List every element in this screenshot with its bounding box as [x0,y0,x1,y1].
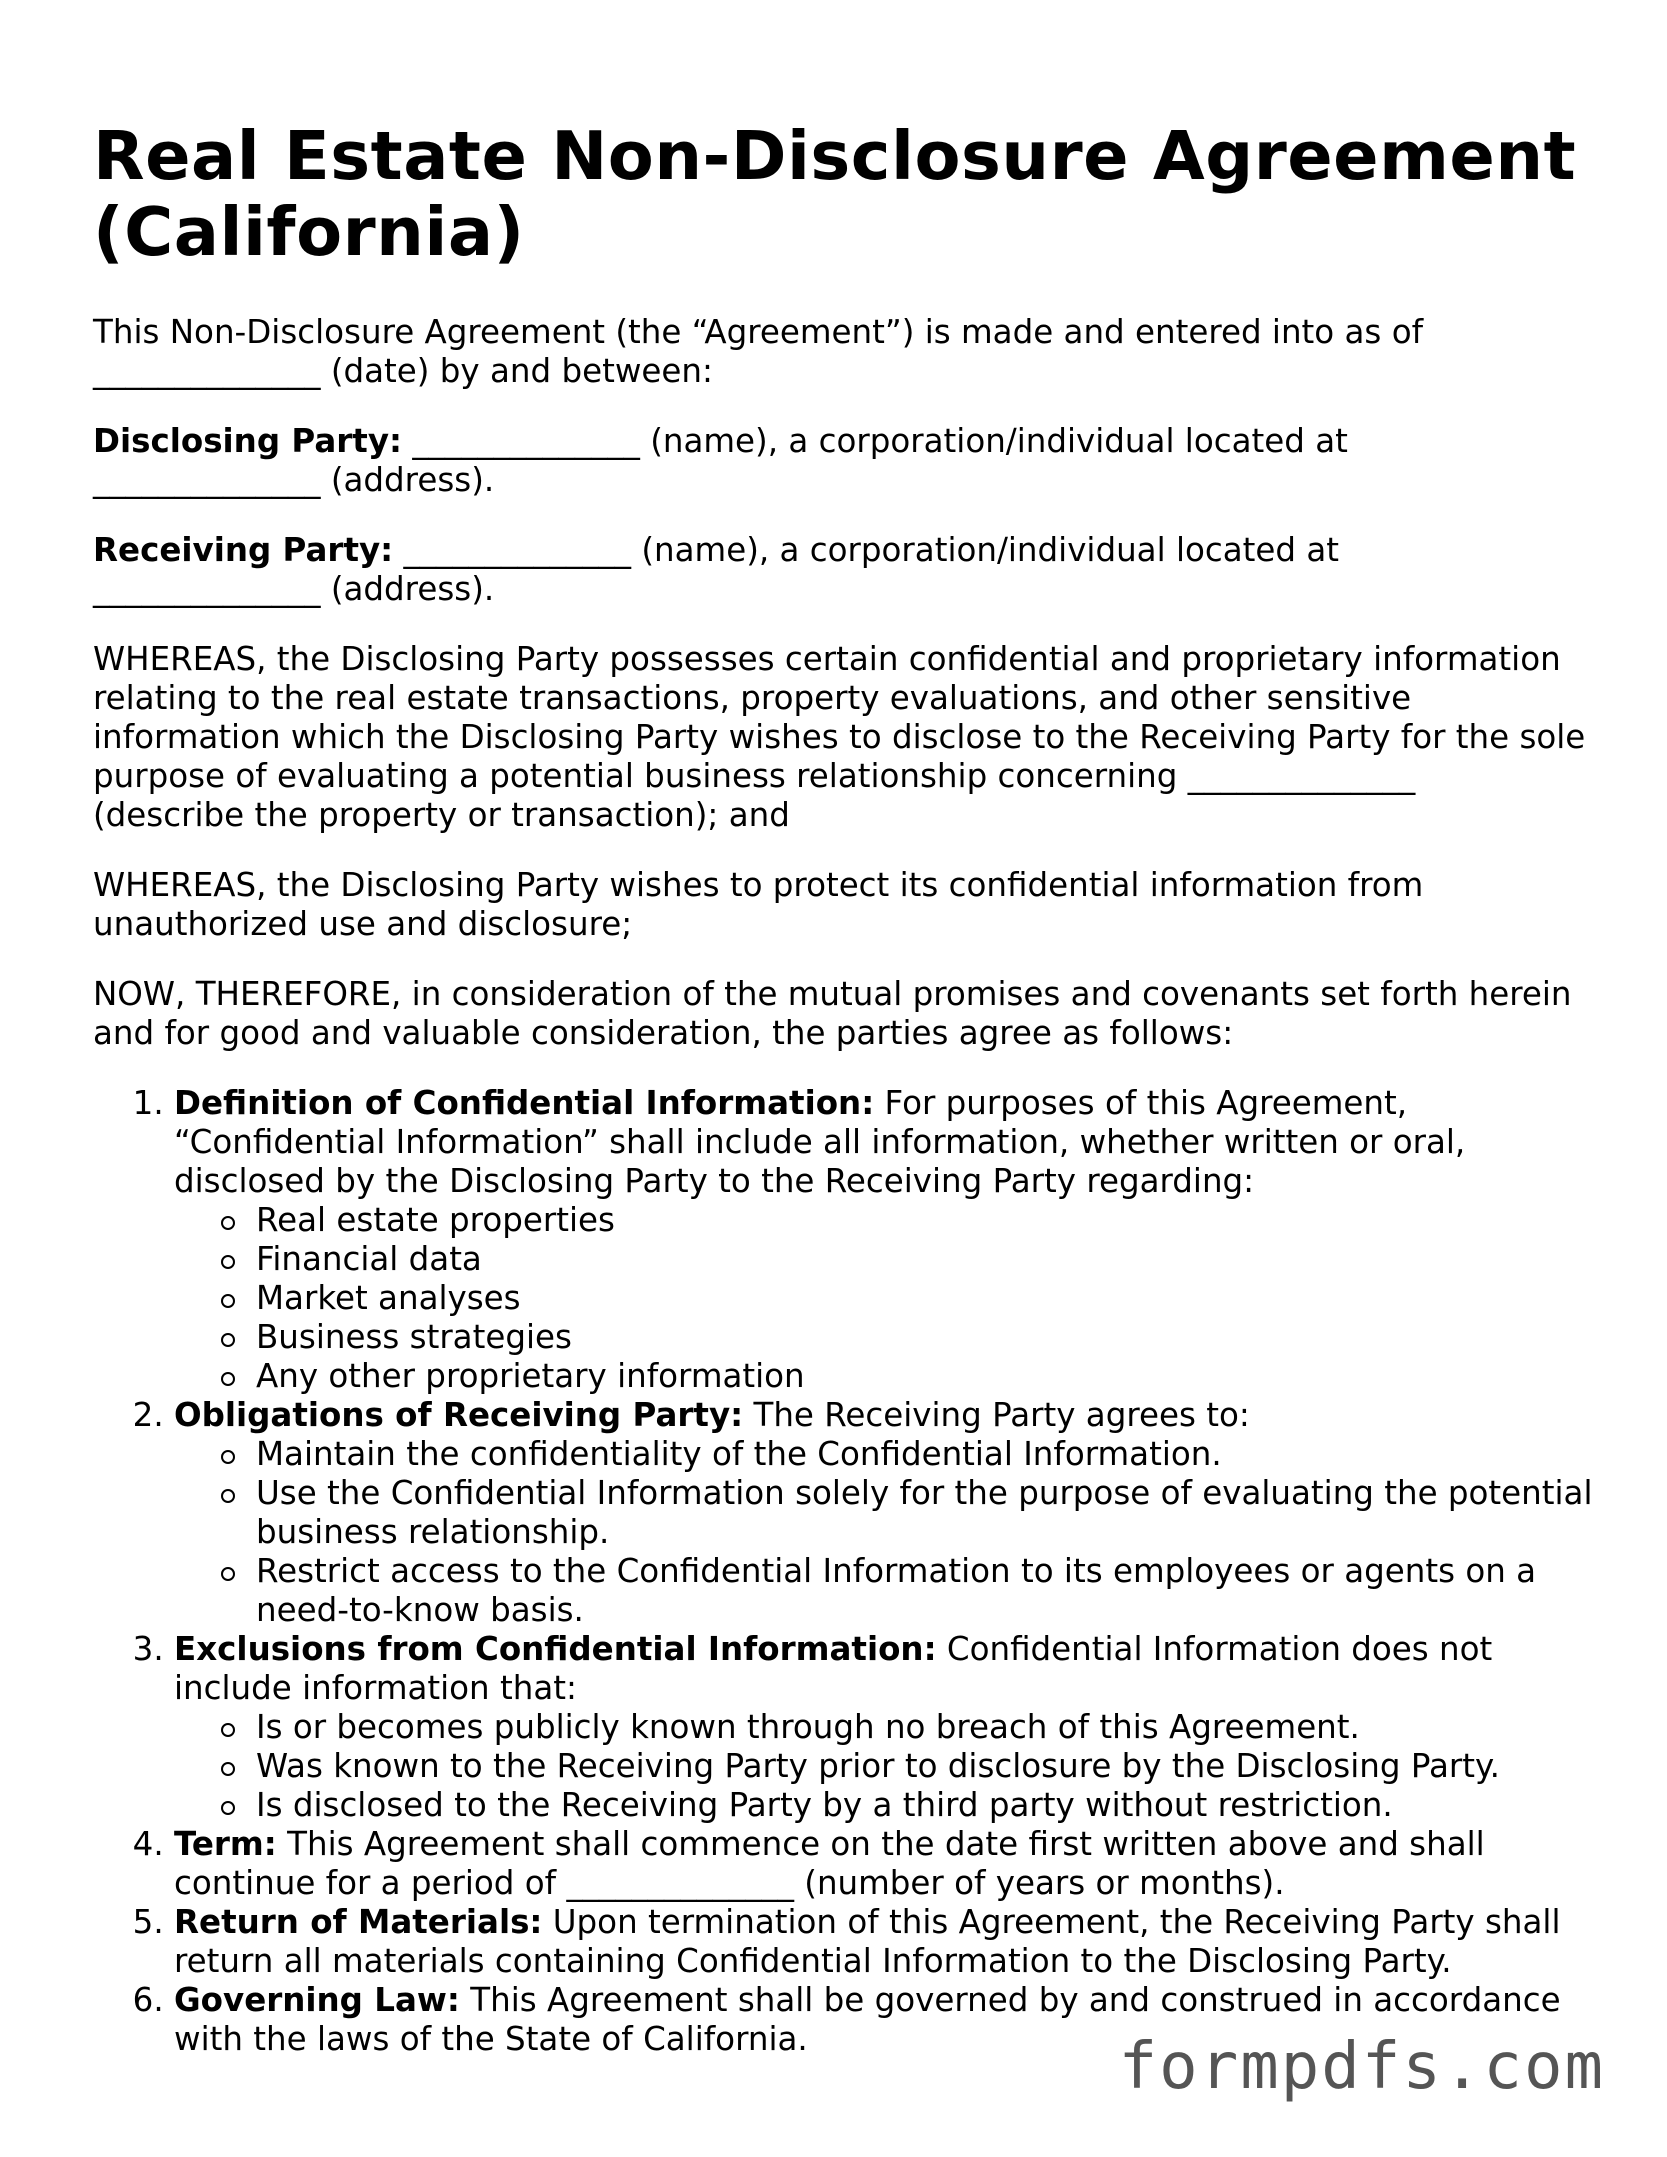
receiving-party-paragraph [93,531,1603,609]
receiving-name-blank: ______________ [403,531,632,569]
document-page [93,0,1603,2059]
section-item [174,1396,1603,1630]
disclosing-address-text: (address). [320,461,495,499]
section-heading: Governing Law: [174,1981,460,2019]
property-blank: ______________ [1187,757,1416,795]
sub-list-item: Any other proprietary information [256,1357,1603,1396]
intro-paragraph [93,313,1603,391]
date-blank: ______________ [93,352,321,390]
therefore-paragraph: NOW, THEREFORE, in consideration of the mutual promises and covenants set forth herein and for good and valuable consideration, the parties agree as follows: [93,975,1572,1052]
sub-list-item: Restrict access to the Confidential Information to its employees or agents on a need-to-know basis. [256,1552,1603,1630]
section-heading: Obligations of Receiving Party: [174,1396,744,1434]
receiving-address-blank: ______________ [93,570,321,608]
sub-list-item: Market analyses [256,1279,1603,1318]
section-item [174,1825,1603,1903]
section-item [174,1903,1603,1981]
section-heading: Exclusions from Confidential Information: [174,1630,937,1668]
section-item [174,1630,1603,1825]
section-text: This Agreement shall be governed by and construed in accordance with the laws of the State of California. [174,1981,1561,2058]
sub-list [174,1435,1603,1630]
section-heading: Return of Materials: [174,1903,543,1941]
section-text: The Receiving Party agrees to: [743,1396,1250,1434]
section-item [174,1084,1603,1396]
term-blank: ______________ [566,1864,794,1902]
section-text: This Agreement shall commence on the date first written above and shall continue for a period of [174,1825,1485,1902]
disclosing-address-blank: ______________ [93,461,321,499]
sub-list-item: Business strategies [256,1318,1603,1357]
intro-text: This Non-Disclosure Agreement (the “Agreement”) is made and entered into as of [93,313,1424,351]
section-text: Upon termination of this Agreement, the Receiving Party shall return all materials containing Confidential Information to the Disclosing Party. [174,1903,1561,1980]
sub-list [174,1201,1603,1396]
section-text-end: (number of years or months). [793,1864,1285,1902]
section-text: Confidential Information does not include information that: [174,1630,1493,1707]
whereas-1-text: WHEREAS, the Disclosing Party possesses certain confidential and proprietary information relating to the real estate transactions, property evaluations, and other sensitive information which the Disclosing Party wishes to disclose to the Receiving Party for the sole purpose of evaluating a potential business relationship concerning [93,640,1586,795]
whereas-paragraph-1 [93,640,1603,835]
sub-list-item: Is disclosed to the Receiving Party by a third party without restriction. [256,1786,1603,1825]
sub-list-item: Use the Confidential Information solely for the purpose of evaluating the potential business relationship. [256,1474,1603,1552]
whereas-paragraph-2: WHEREAS, the Disclosing Party wishes to protect its confidential information from unauthorized use and disclosure; [93,866,1424,943]
sub-list-item: Real estate properties [256,1201,1603,1240]
disclosing-party-label: Disclosing Party: [93,422,403,460]
sub-list [174,1708,1603,1825]
watermark: formpdfs.com [1118,2030,1605,2104]
section-text: For purposes of this Agreement, “Confidential Information” shall include all information, whether written or oral, disclosed by the Disclosing Party to the Receiving Party regarding: [174,1084,1466,1200]
sub-list-item: Maintain the confidentiality of the Confidential Information. [256,1435,1603,1474]
disclosing-name-blank: ______________ [412,422,640,460]
whereas-1-text-end: (describe the property or transaction); and [93,796,790,834]
sub-list-item: Financial data [256,1240,1603,1279]
receiving-party-label: Receiving Party: [93,531,394,569]
receiving-address-text: (address). [320,570,495,608]
section-heading: Term: [174,1825,277,1863]
sub-list-item: Is or becomes publicly known through no breach of this Agreement. [256,1708,1603,1747]
document-title: Real Estate Non-Disclosure Agreement (California) [93,117,1577,271]
intro-text-date: (date) by and between: [320,352,713,390]
sections-list [93,1084,1603,2059]
sub-list-item: Was known to the Receiving Party prior to disclosure by the Disclosing Party. [256,1747,1603,1786]
disclosing-party-paragraph [93,422,1603,500]
section-heading: Definition of Confidential Information: [174,1084,875,1122]
receiving-name-text: (name), a corporation/individual located at [631,531,1340,569]
disclosing-name-text: (name), a corporation/individual located at [639,422,1348,460]
